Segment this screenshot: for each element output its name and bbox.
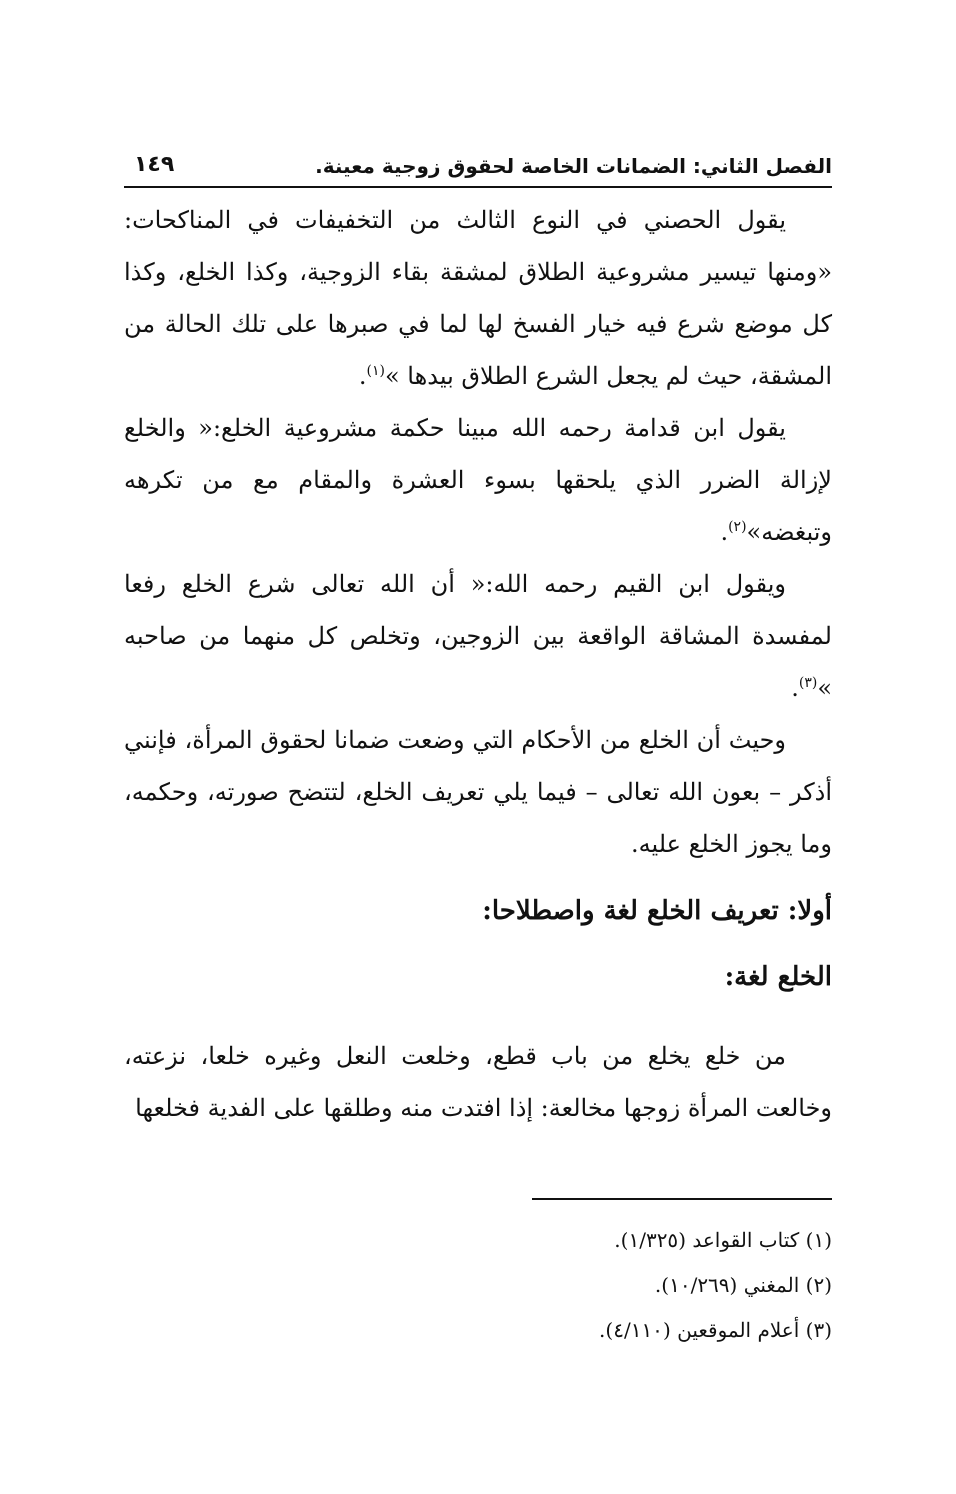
paragraph-linguistic-definition: من خلع يخلع من باب قطع، وخلعت النعل وغيره خلعا، نزعته، وخالعت المرأة زوجها مخالعة: إذا افتدت منه وطلقها على الفدية فخلعها: [124, 1042, 832, 1122]
footnote-separator: [532, 1198, 832, 1200]
page-number: ١٤٩: [134, 152, 175, 177]
chapter-title: الفصل الثاني: الضمانات الخاصة لحقوق زوجية معينة.: [315, 154, 832, 178]
footnote-ref-2: (٢): [728, 519, 747, 535]
section-heading-definition: أولا: تعريف الخلع لغة واصطلاحا:: [482, 896, 832, 926]
footnotes: [124, 1218, 832, 1353]
paragraph-ibn-qayyim-quote: ويقول ابن القيم رحمه الله:« أن الله تعالى شرع الخلع رفعا لمفسدة المشاقة الواقعة بين الزوجين، وتخلص كل منهما من صاحبه »$^{(٣)}$.: [124, 570, 832, 702]
paragraph-husni-quote: يقول الحصني في النوع الثالث من التخفيفات في المناكحات: «ومنها تيسير مشروعية الطلاق لمشقة بقاء الزوجية، وكذا الخلع، وكذا كل موضع شرع فيه خيار الفسخ لها لما في صبرها على تلك الحالة من المشقة، حيث لم يجعل الشرع الطلاق بيدها »$^{(١)}$.: [124, 206, 832, 390]
footnote-ref-1: (١): [366, 363, 385, 379]
main-text: [124, 194, 832, 1134]
paragraph-ibn-qudama-quote: يقول ابن قدامة رحمه الله مبينا حكمة مشروعية الخلع:« والخلع لإزالة الضرر الذي يلحقها بسوء العشرة والمقام مع من تكرهه وتبغضه»$^{(٢)}$.: [124, 414, 832, 546]
running-header: [124, 150, 832, 188]
subsection-heading-linguistic: الخلع لغة:: [724, 962, 832, 992]
footnote-1: (١) كتاب القواعد (١/٣٢٥).: [614, 1228, 832, 1252]
footnote-3: (٣) أعلام الموقعين (٤/١١٠).: [599, 1318, 832, 1342]
paragraph-introduction: وحيث أن الخلع من الأحكام التي وضعت ضمانا لحقوق المرأة، فإنني أذكر – بعون الله تعالى – فيما يلي تعريف الخلع، لتتضح صورته، وحكمه، وما يجوز الخلع عليه.: [124, 726, 832, 858]
footnote-ref-3: (٣): [798, 675, 818, 691]
footnote-2: (٢) المغني (١٠/٢٦٩).: [654, 1273, 832, 1297]
